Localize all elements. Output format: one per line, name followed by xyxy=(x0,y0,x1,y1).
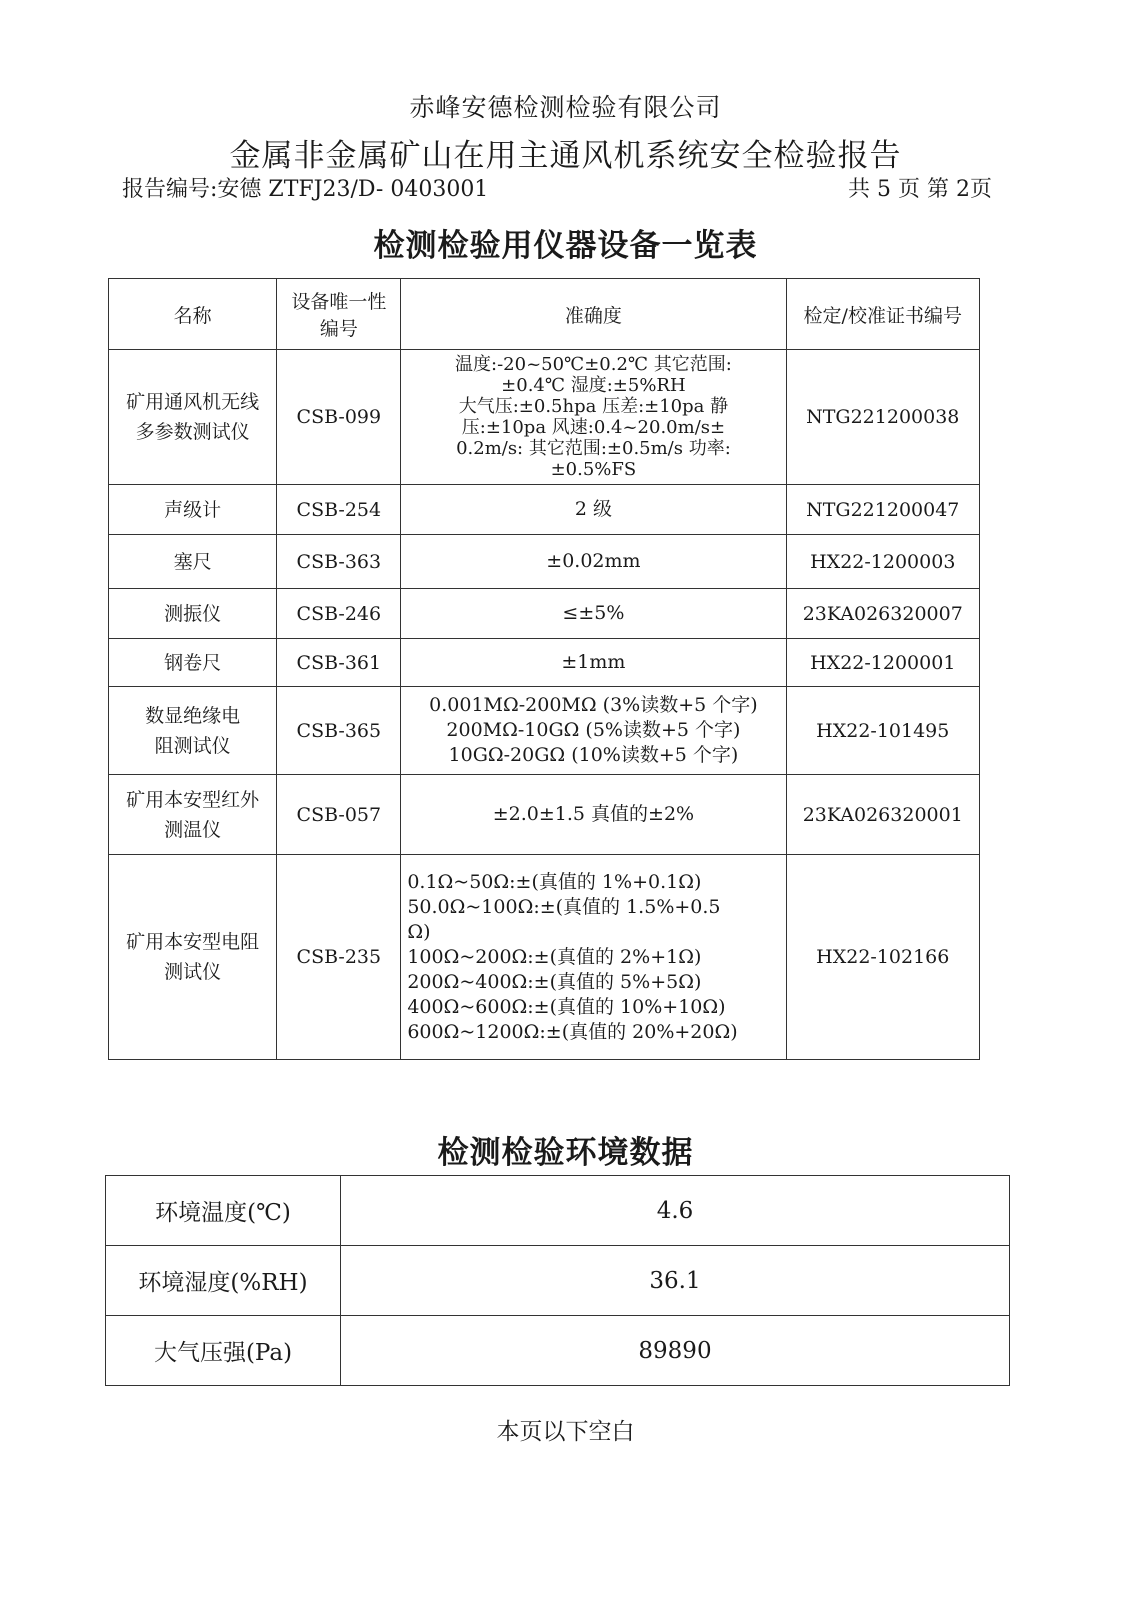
equipment-cert-number: HX22-102166 xyxy=(786,855,979,1060)
accuracy-line: 大气压:±0.5hpa 压差:±10pa 静 xyxy=(458,396,729,417)
accuracy-line: ±2.0±1.5 真值的±2% xyxy=(492,803,695,825)
accuracy-line: 压:±10pa 风速:0.4~20.0m/s± xyxy=(461,417,726,438)
equipment-accuracy xyxy=(401,855,786,1060)
equipment-id: CSB-363 xyxy=(277,535,401,589)
header-id: 设备唯一性编号 xyxy=(277,279,401,350)
equipment-row xyxy=(109,535,980,589)
equipment-cert-number: HX22-1200003 xyxy=(786,535,979,589)
accuracy-line: 400Ω~600Ω:±(真值的 10%+10Ω) xyxy=(407,995,726,1018)
equipment-id: CSB-361 xyxy=(277,639,401,687)
equipment-table xyxy=(108,278,980,1060)
accuracy-line: 100Ω~200Ω:±(真值的 2%+1Ω) xyxy=(407,945,702,968)
accuracy-line: 0.1Ω~50Ω:±(真值的 1%+0.1Ω) xyxy=(407,870,702,893)
equipment-name-cell xyxy=(109,775,277,855)
equipment-cert-number: 23KA026320007 xyxy=(786,589,979,639)
equipment-accuracy xyxy=(401,639,786,687)
equipment-name: 钢卷尺 xyxy=(164,651,222,674)
equipment-name-cell xyxy=(109,535,277,589)
accuracy-line: ≤±5% xyxy=(562,602,625,624)
equipment-row xyxy=(109,775,980,855)
equipment-name: 塞尺 xyxy=(173,550,212,573)
equipment-id: CSB-254 xyxy=(277,485,401,535)
equipment-name-cell xyxy=(109,589,277,639)
environment-label: 大气压强(Pa) xyxy=(106,1316,341,1386)
equipment-name-cell xyxy=(109,855,277,1060)
accuracy-line: 200MΩ-10GΩ (5%读数+5 个字) xyxy=(446,719,741,741)
equipment-name: 矿用通风机无线多参数测试仪 xyxy=(126,391,260,443)
equipment-cert-number: NTG221200038 xyxy=(786,350,979,485)
equipment-table-title: 检测检验用仪器设备一览表 xyxy=(373,228,758,264)
equipment-id: CSB-099 xyxy=(277,350,401,485)
accuracy-line: 50.0Ω~100Ω:±(真值的 1.5%+0.5 xyxy=(407,895,721,918)
equipment-accuracy xyxy=(401,535,786,589)
environment-row xyxy=(106,1246,1010,1316)
equipment-cert-number: NTG221200047 xyxy=(786,485,979,535)
equipment-row xyxy=(109,350,980,485)
equipment-cert-number: 23KA026320001 xyxy=(786,775,979,855)
environment-value: 89890 xyxy=(341,1316,1010,1386)
equipment-id: CSB-235 xyxy=(277,855,401,1060)
accuracy-line: Ω) xyxy=(407,920,431,943)
accuracy-line: 0.001MΩ-200MΩ (3%读数+5 个字) xyxy=(429,694,758,716)
accuracy-line: 10GΩ-20GΩ (10%读数+5 个字) xyxy=(448,744,739,766)
equipment-row xyxy=(109,589,980,639)
equipment-name: 测振仪 xyxy=(164,602,222,625)
header-accuracy: 准确度 xyxy=(401,279,786,350)
environment-table xyxy=(105,1175,1010,1386)
header-name: 名称 xyxy=(109,279,277,350)
equipment-id: CSB-365 xyxy=(277,687,401,775)
accuracy-line: ±0.5%FS xyxy=(550,459,637,480)
equipment-name: 矿用本安型电阻测试仪 xyxy=(126,931,260,983)
equipment-row xyxy=(109,639,980,687)
accuracy-line: 温度:-20~50℃±0.2℃ 其它范围: xyxy=(455,354,732,375)
environment-label: 环境温度(℃) xyxy=(106,1176,341,1246)
equipment-cert-number: HX22-101495 xyxy=(786,687,979,775)
environment-table-title: 检测检验环境数据 xyxy=(437,1135,694,1171)
environment-value: 36.1 xyxy=(341,1246,1010,1316)
equipment-row xyxy=(109,687,980,775)
accuracy-line: ±1mm xyxy=(561,651,626,673)
equipment-name-cell xyxy=(109,639,277,687)
report-title: 金属非金属矿山在用主通风机系统安全检验报告 xyxy=(229,138,902,174)
equipment-accuracy xyxy=(401,485,786,535)
environment-label: 环境湿度(%RH) xyxy=(106,1246,341,1316)
equipment-accuracy xyxy=(401,350,786,485)
equipment-accuracy xyxy=(401,775,786,855)
equipment-name-cell xyxy=(109,350,277,485)
header-cert: 检定/校准证书编号 xyxy=(786,279,979,350)
accuracy-line: 2 级 xyxy=(574,498,612,520)
equipment-header-row xyxy=(109,279,980,350)
company-name: 赤峰安德检测检验有限公司 xyxy=(409,93,722,122)
blank-below-note: 本页以下空白 xyxy=(496,1419,635,1445)
environment-row xyxy=(106,1176,1010,1246)
equipment-name-cell xyxy=(109,687,277,775)
equipment-name: 矿用本安型红外测温仪 xyxy=(126,788,260,841)
report-number: 报告编号:安德 ZTFJ23/D- 0403001 xyxy=(122,177,489,202)
accuracy-line: 600Ω~1200Ω:±(真值的 20%+20Ω) xyxy=(407,1020,738,1043)
equipment-accuracy xyxy=(401,687,786,775)
equipment-name: 数显绝缘电阻测试仪 xyxy=(145,704,241,757)
environment-row xyxy=(106,1316,1010,1386)
equipment-accuracy xyxy=(401,589,786,639)
accuracy-line: ±0.4℃ 湿度:±5%RH xyxy=(501,375,686,396)
equipment-name-cell xyxy=(109,485,277,535)
equipment-row xyxy=(109,485,980,535)
accuracy-line: ±0.02mm xyxy=(546,550,641,572)
accuracy-line: 0.2m/s: 其它范围:±0.5m/s 功率: xyxy=(456,438,731,459)
accuracy-line: 200Ω~400Ω:±(真值的 5%+5Ω) xyxy=(407,970,702,993)
equipment-id: CSB-057 xyxy=(277,775,401,855)
equipment-cert-number: HX22-1200001 xyxy=(786,639,979,687)
report-meta-line xyxy=(122,172,992,203)
equipment-id: CSB-246 xyxy=(277,589,401,639)
equipment-row xyxy=(109,855,980,1060)
equipment-name: 声级计 xyxy=(164,498,222,521)
environment-value: 4.6 xyxy=(341,1176,1010,1246)
page-info: 共 5 页 第 2页 xyxy=(848,177,992,202)
